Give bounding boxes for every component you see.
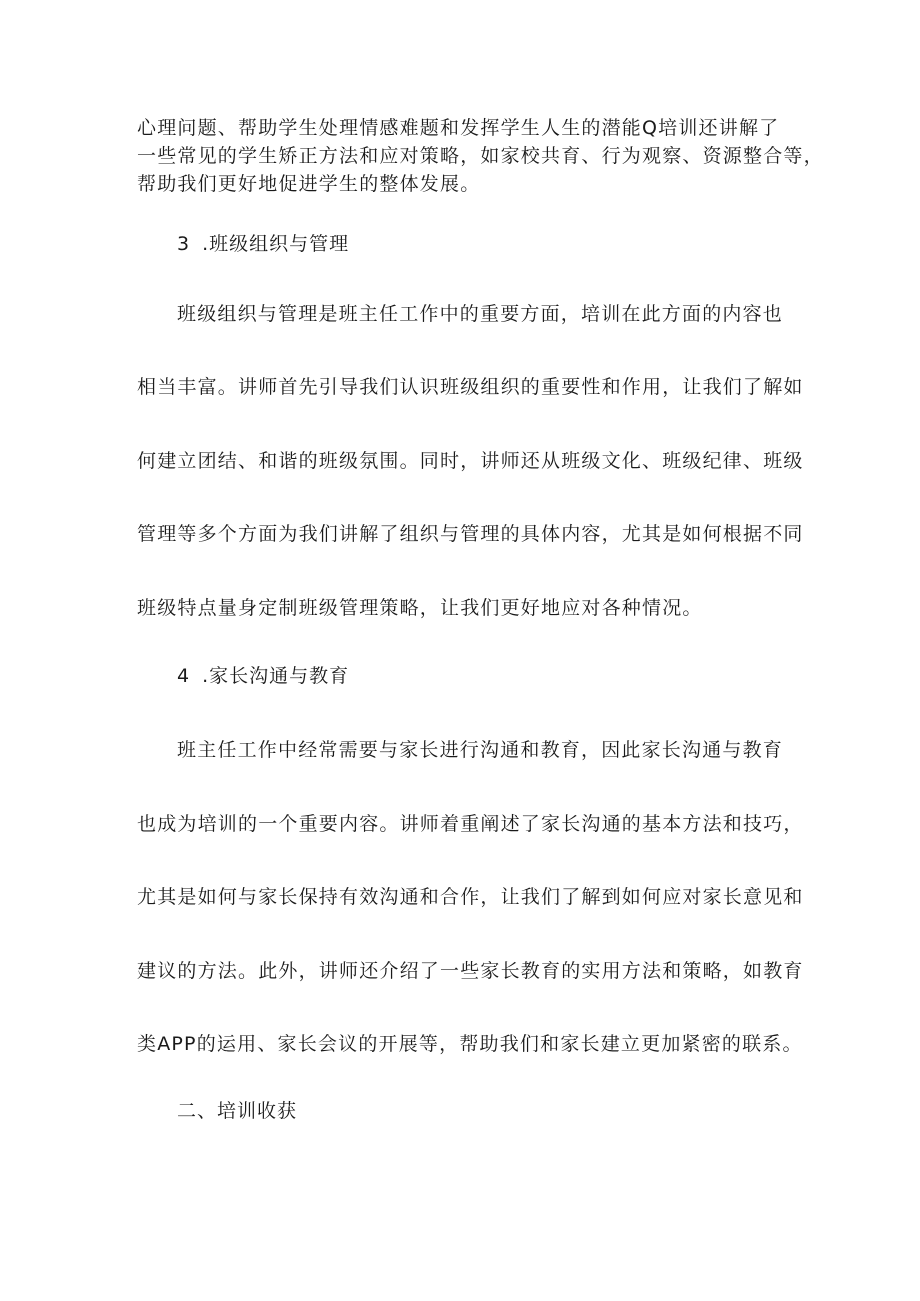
paragraph-line: 相当丰富。讲师首先引导我们认识班级组织的重要性和作用，让我们了解如 bbox=[137, 376, 804, 398]
paragraph-line: 班级特点量身定制班级管理策略，让我们更好地应对各种情况。 bbox=[137, 597, 703, 619]
paragraph-line: 班级组织与管理是班主任工作中的重要方面，培训在此方面的内容也 bbox=[177, 303, 784, 325]
section-number: 3 bbox=[177, 233, 191, 255]
section-title: .家长沟通与教育 bbox=[202, 665, 350, 687]
paragraph-line: 建议的方法。此外，讲师还介绍了一些家长教育的实用方法和策略，如教育 bbox=[137, 960, 804, 982]
section-heading-two: 二、培训收获 bbox=[177, 1100, 298, 1122]
paragraph-line: 尤其是如何与家长保持有效沟通和合作，让我们了解到如何应对家长意见和 bbox=[137, 886, 804, 908]
paragraph-line: 也成为培训的一个重要内容。讲师着重阐述了家长沟通的基本方法和技巧， bbox=[137, 813, 804, 835]
paragraph-line: 心理问题、帮助学生处理情感难题和发挥学生人生的潜能Q培训还讲解了 bbox=[137, 117, 780, 139]
section-number: 4 bbox=[177, 665, 191, 687]
paragraph-line: 类APP的运用、家长会议的开展等，帮助我们和家长建立更加紧密的联系。 bbox=[137, 1033, 803, 1055]
paragraph-line: 何建立团结、和谐的班级氛围。同时，讲师还从班级文化、班级纪律、班级 bbox=[137, 450, 804, 472]
section-heading-4 bbox=[177, 663, 349, 689]
section-heading-3 bbox=[177, 231, 349, 257]
paragraph-line: 班主任工作中经常需要与家长进行沟通和教育，因此家长沟通与教育 bbox=[177, 739, 784, 761]
paragraph-line: 帮助我们更好地促进学生的整体发展。 bbox=[137, 173, 481, 195]
paragraph-line: 一些常见的学生矫正方法和应对策略，如家校共育、行为观察、资源整合等， bbox=[137, 145, 824, 167]
section-title: .班级组织与管理 bbox=[202, 233, 350, 255]
paragraph-line: 管理等多个方面为我们讲解了组织与管理的具体内容，尤其是如何根据不同 bbox=[137, 523, 804, 545]
